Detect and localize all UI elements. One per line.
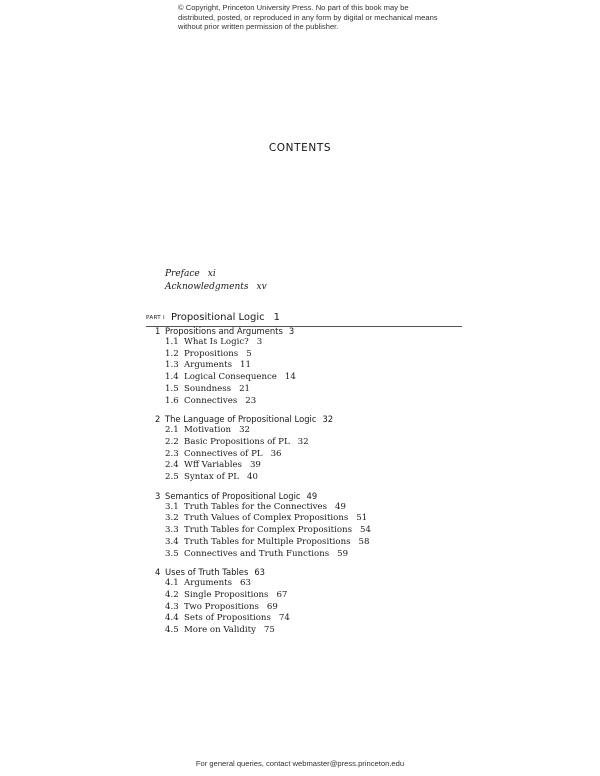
front-matter-page: xv <box>256 281 267 292</box>
section-entry[interactable] <box>155 449 371 461</box>
front-matter-item[interactable] <box>165 281 267 294</box>
section-title: More on Validity <box>184 625 256 636</box>
section-number: 4.4 <box>165 613 179 624</box>
chapter-heading[interactable] <box>155 566 371 578</box>
chapter-3 <box>155 490 371 561</box>
chapter-title: The Language of Propositional Logic <box>165 414 317 425</box>
section-title: Truth Tables for Complex Propositions <box>184 525 352 536</box>
section-title: Arguments <box>184 578 232 589</box>
section-number: 3.3 <box>165 525 179 536</box>
section-title: Propositions <box>184 348 239 359</box>
front-matter-page: xi <box>207 269 216 279</box>
chapter-page: 3 <box>288 326 295 336</box>
section-entry[interactable] <box>155 425 371 437</box>
front-matter-label: Acknowledgments <box>165 281 249 292</box>
section-number: 1.4 <box>165 372 179 383</box>
part-page: 1 <box>273 312 281 323</box>
section-entry[interactable] <box>155 349 371 361</box>
section-page: 54 <box>360 525 371 536</box>
chapter-page: 63 <box>254 567 265 578</box>
section-title: Soundness <box>184 383 232 394</box>
section-title: Truth Values of Complex Propositions <box>184 513 349 524</box>
section-entry[interactable] <box>155 384 371 396</box>
section-page: 59 <box>337 548 349 559</box>
chapter-heading[interactable] <box>155 325 371 337</box>
section-page: 74 <box>278 613 290 624</box>
part-title: Propositional Logic <box>170 312 265 323</box>
section-entry[interactable] <box>155 472 371 484</box>
chapter-page: 32 <box>322 414 334 425</box>
section-number: 3.2 <box>165 513 179 524</box>
chapter-2 <box>155 413 371 484</box>
chapter-title: Uses of Truth Tables <box>165 567 249 578</box>
section-entry[interactable] <box>155 549 371 561</box>
chapter-title: Semantics of Propositional Logic <box>165 490 301 501</box>
chapter-page: 49 <box>306 490 318 501</box>
section-number: 4.5 <box>165 625 179 636</box>
chapter-number: 3 <box>155 490 161 501</box>
section-page: 32 <box>239 425 251 436</box>
footer-contact: For general queries, contact webmaster@press.princeton.edu <box>195 759 405 768</box>
chapter-list <box>155 325 371 643</box>
section-title: Wff Variables <box>184 460 242 471</box>
section-entry[interactable] <box>155 537 371 549</box>
section-title: Motivation <box>184 425 232 436</box>
section-title: Truth Tables for the Connectives <box>184 501 328 512</box>
section-page: 5 <box>246 348 252 359</box>
section-number: 4.2 <box>165 589 179 600</box>
section-entry[interactable] <box>155 502 371 514</box>
section-number: 4.1 <box>165 578 179 589</box>
section-page: 69 <box>266 601 278 612</box>
chapter-title: Propositions and Arguments <box>165 326 283 336</box>
section-title: Single Propositions <box>184 589 269 600</box>
section-number: 1.1 <box>165 337 179 347</box>
section-number: 2.3 <box>165 448 179 459</box>
section-page: 63 <box>239 578 251 589</box>
section-entry[interactable] <box>155 460 371 472</box>
part-label: PART I <box>146 315 165 321</box>
section-page: 51 <box>356 513 368 524</box>
section-page: 40 <box>247 472 258 483</box>
section-title: Two Propositions <box>184 601 259 612</box>
section-page: 49 <box>335 501 346 512</box>
section-title: Truth Tables for Multiple Propositions <box>184 536 351 547</box>
section-title: Sets of Propositions <box>184 613 271 624</box>
section-entry[interactable] <box>155 372 371 384</box>
copyright-notice: © Copyright, Princeton University Press. No part of this book may be distributed, posted, or reproduced in any form by digital or mechanical means without prior written permission of the publisher. <box>178 3 438 32</box>
section-title: What Is Logic? <box>184 337 249 347</box>
section-entry[interactable] <box>155 513 371 525</box>
chapter-number: 4 <box>155 567 161 578</box>
section-title: Basic Propositions of PL <box>184 436 290 447</box>
section-entry[interactable] <box>155 613 371 625</box>
section-number: 1.2 <box>165 348 179 359</box>
section-page: 58 <box>358 536 370 547</box>
part-heading[interactable] <box>146 305 462 327</box>
section-page: 36 <box>270 448 282 459</box>
section-number: 2.1 <box>165 425 179 436</box>
section-page: 67 <box>276 589 288 600</box>
section-number: 3.5 <box>165 548 179 559</box>
chapter-1 <box>155 325 371 407</box>
section-page: 32 <box>297 436 309 447</box>
front-matter-label: Preface <box>165 269 200 279</box>
section-number: 3.4 <box>165 536 179 547</box>
section-entry[interactable] <box>155 590 371 602</box>
section-number: 4.3 <box>165 601 179 612</box>
section-number: 1.6 <box>165 395 179 406</box>
section-entry[interactable] <box>155 602 371 614</box>
section-entry[interactable] <box>155 337 371 349</box>
section-entry[interactable] <box>155 525 371 537</box>
section-title: Connectives and Truth Functions <box>184 548 330 559</box>
chapter-heading[interactable] <box>155 413 371 425</box>
chapter-number: 2 <box>155 414 161 425</box>
section-entry[interactable] <box>155 578 371 590</box>
section-title: Logical Consequence <box>184 372 277 383</box>
section-title: Connectives of PL <box>184 448 263 459</box>
section-entry[interactable] <box>155 437 371 449</box>
section-page: 23 <box>245 395 257 406</box>
section-title: Arguments <box>184 360 232 371</box>
page-title: CONTENTS <box>268 142 332 154</box>
section-number: 2.5 <box>165 472 179 483</box>
section-title: Syntax of PL <box>184 472 240 483</box>
section-number: 3.1 <box>165 501 179 512</box>
section-number: 2.4 <box>165 460 179 471</box>
section-page: 75 <box>263 625 275 636</box>
section-page: 39 <box>249 460 261 471</box>
chapter-number: 1 <box>155 326 161 336</box>
chapter-heading[interactable] <box>155 490 371 502</box>
section-page: 21 <box>239 383 251 394</box>
front-matter-list <box>165 268 267 293</box>
section-entry[interactable] <box>155 360 371 372</box>
chapter-4 <box>155 566 371 637</box>
section-page: 11 <box>239 360 251 371</box>
section-number: 1.5 <box>165 383 179 394</box>
section-title: Connectives <box>184 395 238 406</box>
section-page: 14 <box>284 372 296 383</box>
section-page: 3 <box>256 337 263 347</box>
front-matter-item[interactable] <box>165 268 267 281</box>
section-entry[interactable] <box>155 625 371 637</box>
section-number: 2.2 <box>165 436 179 447</box>
section-entry[interactable] <box>155 396 371 408</box>
section-number: 1.3 <box>165 360 179 371</box>
